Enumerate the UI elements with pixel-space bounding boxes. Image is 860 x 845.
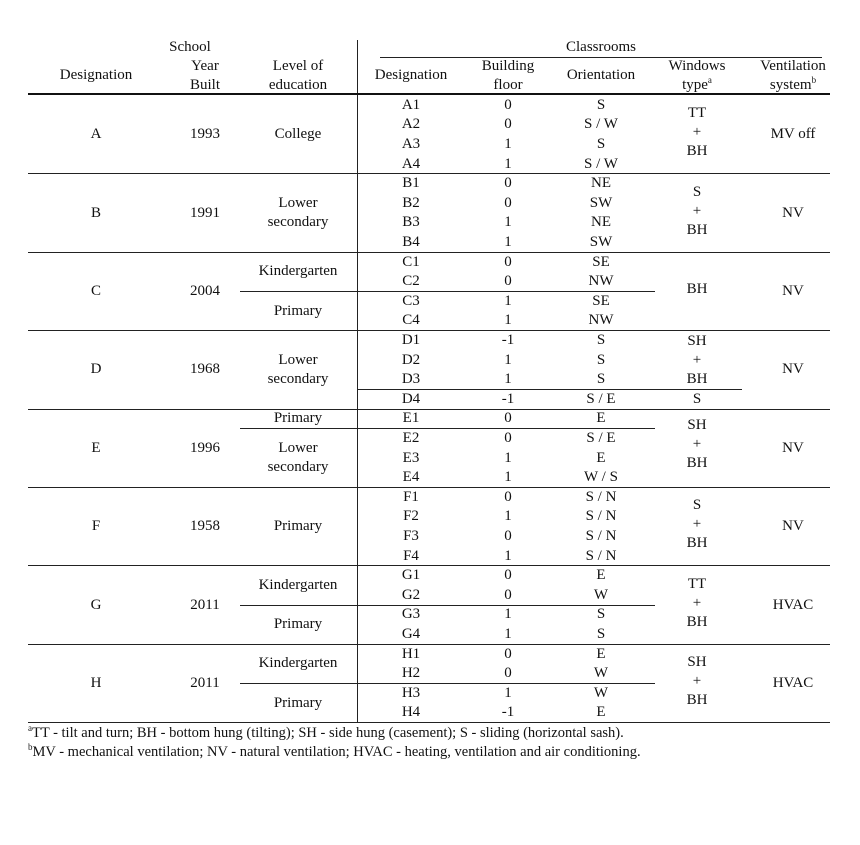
orientation: E — [596, 645, 606, 662]
windows-split-rule — [357, 389, 742, 390]
school-year: 1993 — [190, 126, 220, 143]
classroom-id: E2 — [402, 430, 420, 446]
room-split-rule — [357, 605, 655, 606]
ventilation-system: MV off — [770, 126, 816, 143]
school-year: 2011 — [190, 675, 220, 691]
windows-type-line: + — [692, 594, 702, 611]
classroom-id: F3 — [403, 528, 419, 544]
windows-type-line: SH — [687, 416, 707, 433]
classroom-id: C2 — [402, 273, 420, 290]
header-school-group: School — [169, 39, 211, 55]
school-separator-rule — [28, 252, 830, 253]
ventilation-system: HVAC — [772, 675, 814, 691]
school-year: 2011 — [190, 596, 220, 613]
building-floor: 1 — [504, 469, 512, 486]
orientation: NW — [588, 312, 614, 329]
building-floor: 1 — [504, 508, 512, 525]
school-separator-rule — [28, 644, 830, 645]
windows-type-line: S — [692, 390, 702, 407]
classroom-id: B1 — [402, 175, 420, 192]
education-level-line: Lower — [278, 440, 318, 457]
building-floor: 1 — [504, 449, 512, 466]
building-floor: 1 — [504, 606, 512, 623]
classroom-id: D3 — [401, 371, 421, 388]
classroom-id: E1 — [402, 410, 420, 427]
header-floor-line2: floor — [493, 77, 523, 93]
classroom-id: G1 — [401, 567, 421, 584]
building-floor: 0 — [504, 488, 512, 505]
classroom-id: F4 — [403, 547, 419, 564]
building-floor: 0 — [504, 253, 512, 270]
school-year: 2004 — [190, 283, 220, 299]
orientation: S — [596, 351, 606, 368]
orientation: S — [596, 332, 606, 348]
building-floor: 0 — [504, 410, 512, 427]
classroom-id: C3 — [402, 292, 420, 309]
orientation: S / N — [585, 528, 617, 544]
orientation: W / S — [584, 469, 618, 486]
windows-type-line: BH — [686, 613, 708, 630]
school-designation: C — [90, 283, 102, 299]
header-classrooms-group: Classrooms — [565, 39, 637, 55]
windows-type-line: BH — [686, 143, 708, 160]
orientation: W — [593, 586, 609, 603]
building-floor: 0 — [504, 194, 512, 211]
classroom-id: G4 — [401, 626, 421, 642]
education-level-line: Kindergarten — [258, 577, 338, 593]
column-divider — [357, 40, 358, 723]
building-floor: 1 — [504, 312, 512, 329]
education-level-line: secondary — [267, 214, 329, 231]
ventilation-system: NV — [782, 204, 804, 221]
header-floor-line1: Building — [481, 58, 535, 74]
building-floor: 1 — [504, 214, 512, 231]
school-designation: A — [90, 126, 102, 143]
ventilation-system: NV — [782, 439, 804, 456]
level-split-rule — [240, 291, 357, 292]
room-split-rule — [357, 683, 655, 684]
classroom-id: F2 — [403, 508, 419, 525]
building-floor: 0 — [504, 273, 512, 290]
school-designation: B — [90, 204, 102, 221]
orientation: E — [596, 704, 606, 721]
school-designation: E — [91, 439, 101, 456]
windows-type-line: + — [692, 673, 702, 689]
school-year: 1991 — [190, 204, 220, 221]
building-floor: 0 — [504, 96, 512, 113]
windows-type-line: + — [692, 124, 702, 141]
orientation: S — [596, 626, 606, 642]
windows-type-line: BH — [686, 370, 708, 387]
school-separator-rule — [28, 173, 830, 174]
orientation: SE — [592, 253, 610, 270]
classroom-id: A1 — [401, 96, 421, 113]
orientation: S — [596, 96, 606, 113]
classroom-id: D2 — [401, 351, 421, 368]
header-classroom-designation: Designation — [374, 67, 448, 83]
windows-type-line: SH — [687, 332, 707, 349]
classrooms-group-rule — [380, 57, 822, 58]
footnote-a: $^a$TT - tilt and turn; BH - bottom hung (tilting); SH - side hung (casement); S - sliding (horizontal sash). — [28, 723, 624, 741]
footnote-marker-a: a — [707, 75, 712, 85]
room-split-rule — [357, 291, 655, 292]
header-ventilation-line2: system$^b$ — [769, 75, 817, 93]
classroom-id: H3 — [401, 684, 421, 701]
windows-type-line: SH — [687, 654, 707, 670]
orientation: S — [596, 606, 606, 623]
ventilation-system: NV — [782, 283, 804, 299]
building-floor: 0 — [504, 175, 512, 192]
level-split-rule — [240, 428, 357, 429]
education-level-line: Primary — [273, 410, 323, 427]
school-designation: D — [90, 361, 102, 378]
orientation: E — [596, 567, 606, 584]
classroom-id: B4 — [402, 234, 420, 250]
windows-type-line: + — [692, 202, 702, 219]
building-floor: 0 — [504, 430, 512, 446]
orientation: S / E — [586, 430, 616, 446]
header-school-designation: Designation — [59, 67, 133, 83]
ventilation-system: HVAC — [772, 596, 814, 613]
ventilation-system: NV — [782, 518, 804, 535]
school-separator-rule — [28, 487, 830, 488]
orientation: S / N — [585, 547, 617, 564]
header-windows-line1: Windows — [668, 58, 726, 74]
orientation: SW — [589, 194, 613, 211]
education-level-line: Primary — [273, 518, 323, 535]
building-floor: -1 — [501, 332, 515, 348]
windows-type-line: BH — [686, 221, 708, 238]
building-floor: 0 — [504, 665, 512, 682]
orientation: S — [596, 371, 606, 388]
school-designation: H — [90, 675, 102, 691]
classroom-id: A3 — [401, 136, 421, 152]
school-separator-rule — [28, 330, 830, 331]
orientation: SE — [592, 292, 610, 309]
orientation: E — [596, 410, 606, 427]
building-floor: 0 — [504, 586, 512, 603]
education-level-line: Lower — [278, 351, 318, 368]
header-level-line1: Level of — [272, 58, 324, 74]
education-level-line: Primary — [273, 302, 323, 319]
windows-type-line: S — [692, 183, 702, 200]
classroom-id: A4 — [401, 155, 421, 172]
building-floor: 0 — [504, 116, 512, 133]
orientation: NW — [588, 273, 614, 290]
classroom-id: B3 — [402, 214, 420, 231]
header-level-line2: education — [268, 77, 328, 93]
classroom-id: C4 — [402, 312, 420, 329]
classroom-id: D1 — [401, 332, 421, 348]
header-year-line2: Built — [189, 77, 221, 93]
room-split-rule — [357, 428, 655, 429]
orientation: S — [596, 136, 606, 152]
school-year: 1958 — [190, 518, 220, 535]
orientation: S / N — [585, 488, 617, 505]
education-level-line: secondary — [267, 370, 329, 387]
school-designation: G — [90, 596, 102, 613]
header-ventilation-line1: Ventilation — [760, 58, 826, 74]
building-floor: 1 — [504, 292, 512, 309]
building-floor: 1 — [504, 155, 512, 172]
orientation: W — [593, 665, 609, 682]
education-level-line: Primary — [273, 616, 323, 633]
windows-type-line: BH — [686, 454, 708, 471]
windows-type-line: BH — [686, 535, 708, 552]
school-year: 1968 — [190, 361, 220, 378]
classroom-id: H2 — [401, 665, 421, 682]
building-floor: 1 — [504, 547, 512, 564]
windows-type-line: TT — [687, 575, 707, 592]
windows-type-line: TT — [687, 105, 707, 122]
windows-type-line: + — [692, 351, 702, 368]
classroom-id: H4 — [401, 704, 421, 721]
header-year-line1: Year — [191, 58, 219, 74]
building-floor: 1 — [504, 371, 512, 388]
classroom-id: F1 — [403, 488, 419, 505]
windows-type-line: + — [692, 516, 702, 533]
header-bottom-rule — [28, 93, 830, 95]
education-level-line: Primary — [273, 694, 323, 711]
building-floor: 1 — [504, 684, 512, 701]
orientation: S / E — [586, 390, 616, 407]
orientation: SW — [589, 234, 613, 250]
building-floor: 0 — [504, 645, 512, 662]
classroom-id: G3 — [401, 606, 421, 623]
education-level-line: Kindergarten — [258, 655, 338, 672]
header-windows-line2: type$^a$ — [682, 75, 712, 93]
ventilation-system: NV — [782, 361, 804, 378]
windows-type-line: S — [692, 497, 702, 514]
footnote-b: $^b$MV - mechanical ventilation; NV - natural ventilation; HVAC - heating, ventilation and air conditioning. — [28, 742, 641, 760]
education-level-line: Lower — [278, 195, 318, 212]
school-designation: F — [91, 518, 101, 535]
orientation: S / N — [585, 508, 617, 525]
education-level-line: secondary — [267, 459, 329, 476]
classroom-id: B2 — [402, 194, 420, 211]
school-separator-rule — [28, 565, 830, 566]
orientation: E — [596, 449, 606, 466]
footnote-marker-b: b — [811, 75, 817, 85]
classroom-id: A2 — [401, 116, 421, 133]
classroom-id: E4 — [402, 469, 420, 486]
building-floor: -1 — [501, 704, 515, 721]
building-floor: 1 — [504, 351, 512, 368]
orientation: NE — [591, 214, 611, 231]
education-level-line: Kindergarten — [258, 263, 338, 280]
building-floor: 1 — [504, 136, 512, 152]
building-floor: 1 — [504, 234, 512, 250]
school-separator-rule — [28, 409, 830, 410]
windows-type-line: BH — [686, 692, 708, 708]
classroom-id: H1 — [401, 645, 421, 662]
classroom-id: G2 — [401, 586, 421, 603]
classroom-id: E3 — [402, 449, 420, 466]
windows-type-line: BH — [686, 281, 708, 297]
header-orientation: Orientation — [566, 67, 636, 83]
orientation: W — [593, 684, 609, 701]
building-floor: 0 — [504, 528, 512, 544]
education-level-line: College — [274, 126, 322, 143]
building-floor: 0 — [504, 567, 512, 584]
orientation: S / W — [584, 116, 618, 133]
building-floor: 1 — [504, 626, 512, 642]
orientation: NE — [591, 175, 611, 192]
orientation: S / W — [584, 155, 618, 172]
classroom-id: C1 — [402, 253, 420, 270]
school-year: 1996 — [190, 439, 220, 456]
level-split-rule — [240, 683, 357, 684]
building-floor: -1 — [501, 390, 515, 407]
windows-type-line: + — [692, 435, 702, 452]
classroom-id: D4 — [401, 390, 421, 407]
level-split-rule — [240, 605, 357, 606]
